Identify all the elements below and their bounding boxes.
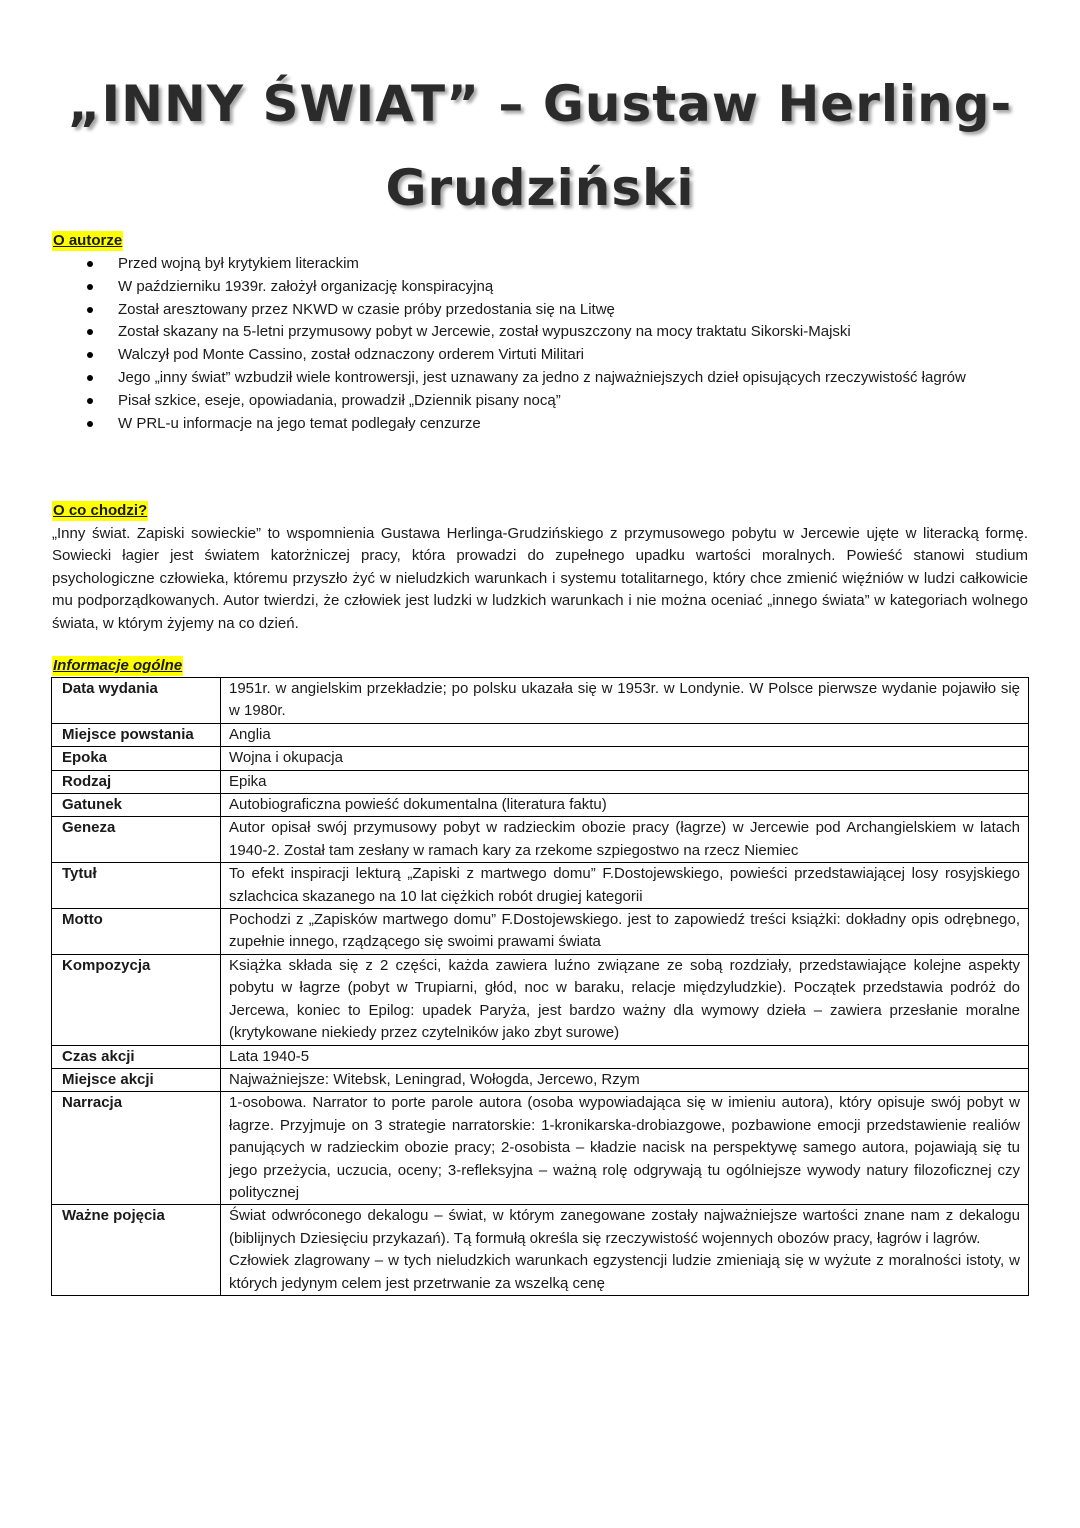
row-value: Lata 1940-5 [221,1045,1029,1068]
list-item: Został aresztowany przez NKWD w czasie próby przedostania się na Litwę [52,299,1012,322]
section-heading-about: O autorze [53,232,123,249]
row-value: Epika [221,770,1029,793]
row-value: 1-osobowa. Narrator to porte parole autora (osoba wypowiadająca się w imieniu autora), który opisuje swój pobyt w łagrze. Przyjmuje on 3 strategie narratorskie: 1-kronikarska-drobiazgowe, pozbawione emocji przedstawienie realiów panujących w radzieckim obozie pracy; 2-osobista – kładzie nacisk na perspektywę samego autora, pojawiają się tu jego przeżycia, uczucia, oceny; 3-refleksyjna – ważną rolę odgrywają tu ogólniejsze wywody natury filozoficznej czy politycznej [221,1092,1029,1205]
list-item: Pisał szkice, eseje, opowiadania, prowadził „Dziennik pisany nocą” [52,390,1012,413]
list-item: Przed wojną był krytykiem literackim [52,253,1012,276]
table-row [52,1092,1029,1205]
table-row [52,794,1029,817]
list-item: W październiku 1939r. założył organizację konspiracyjną [52,276,1012,299]
row-value: Pochodzi z „Zapisków martwego domu” F.Dostojewskiego. jest to zapowiedź treści książki: dokładny opis odrębnego, zupełnie innego, rządzącego się swoimi prawami świata [221,909,1029,955]
row-value: Autor opisał swój przymusowy pobyt w radzieckim obozie pracy (łagrze) w Jercewie pod Archangielskiem w latach 1940-2. Został tam zesłany w ramach kary za rzekome szpiegostwo na rzecz Niemiec [221,817,1029,863]
row-label: Ważne pojęcia [52,1205,221,1296]
row-value: Wojna i okupacja [221,747,1029,770]
row-label: Motto [52,909,221,955]
list-item: W PRL-u informacje na jego temat podlegały cenzurze [52,413,1012,436]
table-row [52,1045,1029,1068]
list-item: Jego „inny świat” wzbudził wiele kontrowersji, jest uznawany za jedno z najważniejszych dzieł opisujących rzeczywistość łagrów [52,367,1012,390]
row-value: 1951r. w angielskim przekładzie; po polsku ukazała się w 1953r. w Londynie. W Polsce pierwsze wydanie pojawiło się w 1980r. [221,678,1029,724]
table-row [52,770,1029,793]
row-label: Data wydania [52,678,221,724]
table-row [52,954,1029,1045]
info-table [51,677,1029,1296]
row-label: Rodzaj [52,770,221,793]
summary-paragraph: „Inny świat. Zapiski sowieckie” to wspomnienia Gustawa Herlinga-Grudzińskiego z przymusowego pobytu w Jercewie ujęte w literacką formę. Sowiecki łagier jest światem katorżniczej pracy, która prowadzi do zupełnego upadku wartości moralnych. Powieść stanowi studium psychologiczne człowieka, któremu przyszło żyć w nieludzkich warunkach i systemu totalitarnego, który chce zmienić więźniów w ludzi całkowicie mu podporządkowanych. Autor twierdzi, że człowiek jest ludzki w ludzkich warunkach i nie można oceniać „innego świata” w kategoriach wolnego świata, w którym żyjemy na co dzień. [52,525,1028,632]
table-row [52,747,1029,770]
list-item: Walczył pod Monte Cassino, został odznaczony orderem Virtuti Militari [52,344,1012,367]
row-label: Czas akcji [52,1045,221,1068]
row-label: Kompozycja [52,954,221,1045]
row-label: Tytuł [52,863,221,909]
section-heading-summary: O co chodzi? [53,502,148,519]
table-row [52,1205,1029,1296]
row-value: To efekt inspiracji lekturą „Zapiski z martwego domu” F.Dostojewskiego, powieści przedstawiającej losy rosyjskiego szlachcica skazanego na 10 lat ciężkich robót drugiej kategorii [221,863,1029,909]
row-value: Książka składa się z 2 części, każda zawiera luźno związane ze sobą rozdziały, przedstawiające kolejne aspekty pobytu w łagrze (pobyt w Trupiarni, głód, noc w baraku, relacje międzyludzkie). Początek przedstawia podróż do Jercewa, koniec to Epilog: upadek Paryża, jest bardzo ważny dla wymowy dzieła – zawiera przesłanie moralne (krytykowane niekiedy przez czytelników jako zbyt surowe) [221,954,1029,1045]
row-value: Anglia [221,723,1029,746]
row-value: Świat odwróconego dekalogu – świat, w którym zanegowane zostały najważniejsze wartości znane nam z dekalogu (biblijnych Dziesięciu przykazań). Tą formułą określa się rzeczywistość wojennych obozów pracy, łagrów i lagrów. Człowiek zlagrowany – w tych nieludzkich warunkach egzystencji ludzie zmieniają się w wyżute z moralności istoty, w których jedynym celem jest przetrwanie za wszelką cenę [221,1205,1029,1296]
section-heading-info: Informacje ogólne [53,657,183,674]
row-label: Miejsce akcji [52,1068,221,1091]
about-list [52,253,1012,435]
list-item: Został skazany na 5-letni przymusowy pobyt w Jercewie, został wypuszczony na mocy traktatu Sikorski-Majski [52,321,1012,344]
table-row [52,909,1029,955]
row-label: Miejsce powstania [52,723,221,746]
row-label: Geneza [52,817,221,863]
table-row [52,678,1029,724]
row-label: Epoka [52,747,221,770]
table-row [52,863,1029,909]
table-row [52,817,1029,863]
page-title: „INNY ŚWIAT” – Gustaw Herling-Grudziński [67,75,1013,217]
row-value: Najważniejsze: Witebsk, Leningrad, Wołogda, Jercewo, Rzym [221,1068,1029,1091]
row-value: Autobiograficzna powieść dokumentalna (literatura faktu) [221,794,1029,817]
table-row [52,1068,1029,1091]
table-row [52,723,1029,746]
row-label: Gatunek [52,794,221,817]
row-label: Narracja [52,1092,221,1205]
